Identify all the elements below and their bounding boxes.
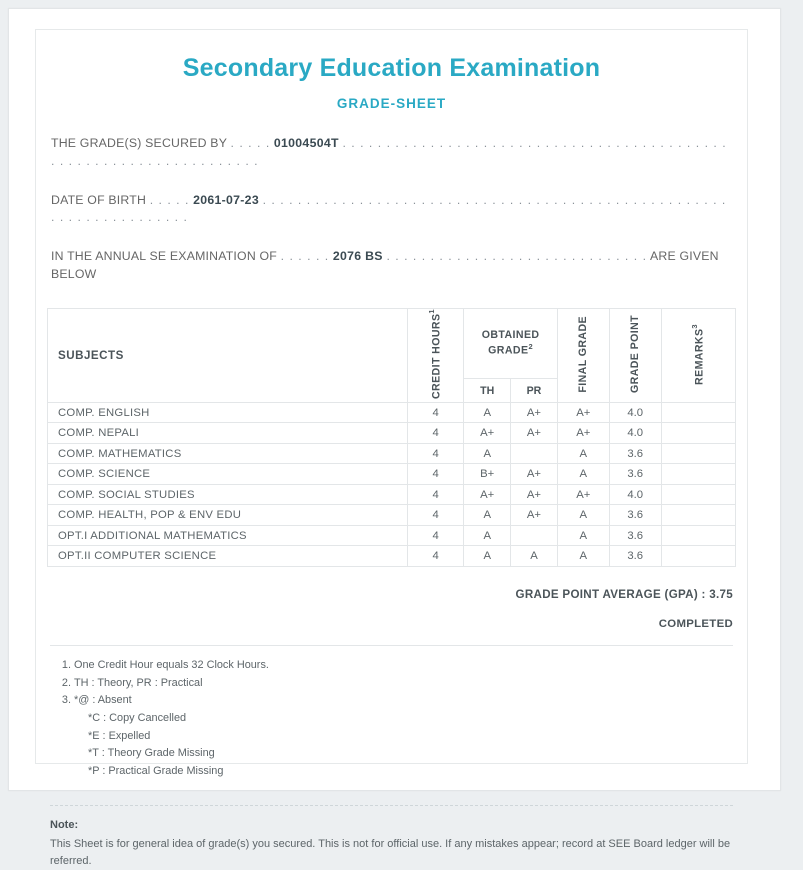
- cell-grade-point: 3.6: [609, 443, 661, 464]
- cell-final-grade: A+: [557, 402, 609, 423]
- cell-theory: A: [464, 443, 511, 464]
- cell-grade-point: 3.6: [609, 546, 661, 567]
- cell-practical: A+: [511, 484, 558, 505]
- cell-theory: A: [464, 402, 511, 423]
- cell-practical: [511, 443, 558, 464]
- page-title: Secondary Education Examination: [182, 54, 601, 82]
- note-text: This Sheet is for general idea of grade(s) you secured. This is not for official use. If any mistakes appear; record at SEE Board ledger will be referred.: [50, 837, 731, 867]
- header-remarks: [661, 308, 735, 402]
- cell-theory: A: [464, 546, 511, 567]
- grade-sheet: [35, 29, 748, 867]
- table-row: [48, 423, 736, 444]
- cell-practical: A+: [511, 464, 558, 485]
- cell-subject: COMP. SOCIAL STUDIES: [48, 484, 408, 505]
- header-final-grade-label: FINAL GRADE: [577, 315, 590, 393]
- table-row: [48, 484, 736, 505]
- cell-credit: 4: [407, 546, 463, 567]
- cell-practical: [511, 525, 558, 546]
- cell-final-grade: A+: [557, 423, 609, 444]
- cell-final-grade: A: [557, 443, 609, 464]
- footnote-item: 2. TH : Theory, PR : Practical: [74, 675, 733, 693]
- cell-credit: 4: [407, 464, 463, 485]
- cell-subject: COMP. ENGLISH: [48, 402, 408, 423]
- table-row: [48, 443, 736, 464]
- cell-theory: A: [464, 525, 511, 546]
- cell-grade-point: 4.0: [609, 402, 661, 423]
- cell-final-grade: A: [557, 505, 609, 526]
- cell-practical: A+: [511, 402, 558, 423]
- cell-remarks: [661, 423, 735, 444]
- header-subjects: SUBJECTS: [48, 308, 408, 402]
- cell-remarks: [661, 505, 735, 526]
- cell-grade-point: 3.6: [609, 505, 661, 526]
- exam-year-dots-right: . . . . . . . . . . . . . . . . . . . . . . . . . . . . . .: [386, 249, 648, 264]
- cell-subject: COMP. MATHEMATICS: [48, 443, 408, 464]
- disclaimer-note: [50, 817, 733, 870]
- symbol-number-value: 01004504T: [273, 136, 339, 150]
- info-line-dob: [51, 192, 733, 228]
- cell-subject: COMP. NEPALI: [48, 423, 408, 444]
- cell-subject: OPT.I ADDITIONAL MATHEMATICS: [48, 525, 408, 546]
- footnote-list: [50, 657, 733, 781]
- symbol-label: THE GRADE(S) SECURED BY: [51, 136, 227, 150]
- cell-remarks: [661, 464, 735, 485]
- cell-credit: 4: [407, 423, 463, 444]
- header-theory: TH: [464, 379, 511, 403]
- table-row: [48, 464, 736, 485]
- table-row: [48, 525, 736, 546]
- footnote-item: 1. One Credit Hour equals 32 Clock Hours.: [74, 657, 733, 675]
- page-subtitle: GRADE-SHEET: [336, 96, 447, 111]
- cell-grade-point: 3.6: [609, 464, 661, 485]
- gpa-summary: GRADE POINT AVERAGE (GPA) : 3.75: [515, 587, 733, 601]
- header-final-grade: [557, 308, 609, 402]
- table-row: [48, 546, 736, 567]
- exam-year-label: IN THE ANNUAL SE EXAMINATION OF: [51, 249, 277, 264]
- table-row: [48, 402, 736, 423]
- header-obtained-grade-sup: 2: [528, 342, 534, 352]
- cell-credit: 4: [407, 525, 463, 546]
- header-credit-hours-sup: 1: [427, 308, 437, 314]
- grades-table: [47, 308, 736, 567]
- header-grade-point-label: GRADE POINT: [629, 314, 642, 393]
- legend-item: *T : Theory Grade Missing: [88, 747, 215, 760]
- cell-remarks: [661, 402, 735, 423]
- note-divider: [50, 805, 733, 806]
- status-badge: COMPLETED: [658, 617, 733, 630]
- symbol-dots-right: . . . . . . . . . . . . . . . . . . . . . . . . . . . . . . . . . . . . . . . . . . . . . . . . . . . . . . . . . . . . . . . . . . . .: [51, 136, 727, 168]
- exam-year-suffix: ARE GIVEN BELOW: [51, 249, 719, 282]
- cell-remarks: [661, 546, 735, 567]
- table-row: [48, 505, 736, 526]
- legend-item: *C : Copy Cancelled: [88, 711, 187, 724]
- cell-remarks: [661, 443, 735, 464]
- header-obtained-grade: [464, 308, 558, 379]
- candidate-info: [36, 135, 747, 284]
- cell-practical: A+: [511, 423, 558, 444]
- cell-credit: 4: [407, 505, 463, 526]
- cell-subject: OPT.II COMPUTER SCIENCE: [48, 546, 408, 567]
- cell-theory: A+: [464, 423, 511, 444]
- table-header-row: [48, 308, 736, 379]
- cell-theory: A+: [464, 484, 511, 505]
- cell-grade-point: 3.6: [609, 525, 661, 546]
- dob-dots-left: . . . . .: [149, 192, 190, 207]
- note-title: Note:: [50, 818, 79, 831]
- info-line-symbol: [51, 135, 733, 171]
- dob-dots-right: . . . . . . . . . . . . . . . . . . . . . . . . . . . . . . . . . . . . . . . . . . . . . . . . . . . . . . . . . . . . . . . . . . . . .: [51, 192, 727, 225]
- dob-value: 2061-07-23: [193, 192, 259, 207]
- footnote-legend-list: [74, 710, 733, 781]
- cell-final-grade: A: [557, 546, 609, 567]
- cell-final-grade: A: [557, 464, 609, 485]
- header-practical: PR: [511, 379, 558, 403]
- footnote-item: [74, 692, 733, 780]
- header-grade-point: [609, 308, 661, 402]
- exam-year-value: 2076 BS: [332, 249, 383, 264]
- page-frame: [8, 8, 781, 867]
- header-remarks-sup: 3: [690, 323, 699, 329]
- cell-credit: 4: [407, 443, 463, 464]
- info-line-exam-year: [51, 248, 733, 284]
- header-credit-hours-label: CREDIT HOURS: [430, 313, 443, 399]
- cell-theory: A: [464, 505, 511, 526]
- header-credit-hours: [407, 308, 463, 402]
- dob-label: DATE OF BIRTH: [51, 192, 147, 207]
- cell-practical: A+: [511, 505, 558, 526]
- legend-item: *P : Practical Grade Missing: [88, 764, 224, 777]
- legend-item: *E : Expelled: [88, 729, 151, 742]
- cell-credit: 4: [407, 402, 463, 423]
- footnotes: [50, 645, 733, 781]
- cell-final-grade: A+: [557, 484, 609, 505]
- grades-table-body: [48, 402, 736, 566]
- cell-subject: COMP. SCIENCE: [48, 464, 408, 485]
- cell-grade-point: 4.0: [609, 484, 661, 505]
- cell-theory: B+: [464, 464, 511, 485]
- footnote-absent-label: *@ : Absent: [74, 694, 132, 707]
- cell-remarks: [661, 525, 735, 546]
- symbol-dots-left: . . . . .: [230, 136, 271, 150]
- header-remarks-label: REMARKS: [693, 328, 706, 385]
- cell-practical: A: [511, 546, 558, 567]
- cell-subject: COMP. HEALTH, POP & ENV EDU: [48, 505, 408, 526]
- cell-remarks: [661, 484, 735, 505]
- header-obtained-grade-label: OBTAINED GRADE: [481, 328, 540, 357]
- exam-year-dots-left: . . . . . .: [280, 249, 330, 264]
- cell-grade-point: 4.0: [609, 423, 661, 444]
- cell-final-grade: A: [557, 525, 609, 546]
- cell-credit: 4: [407, 484, 463, 505]
